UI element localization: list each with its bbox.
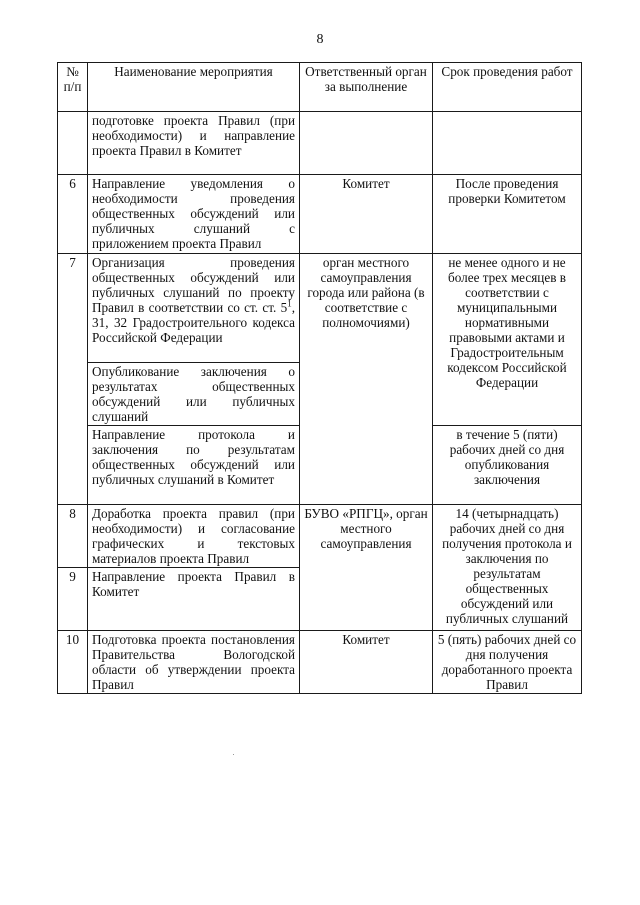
row-name: Направление протокола и заключения по результатам общественных обсуждений или публичных слушаний в Комитет (88, 426, 300, 505)
row-num: 10 (58, 631, 88, 694)
row-name: Направление проекта Правил в Комитет (88, 568, 300, 631)
header-term: Срок проведения работ (433, 63, 582, 112)
row-name-part: Организация проведения общественных обсуждений или публичных слушаний по проекту Правил в соответствии со ст. ст. 5 (92, 255, 295, 315)
events-table (57, 62, 582, 694)
table-header-row (58, 63, 582, 112)
row-num: 8 (58, 505, 88, 568)
row-responsible: БУВО «РПГЦ», орган местного самоуправления (300, 505, 433, 631)
row-name: подготовке проекта Правил (при необходимости) и направление проекта Правил в Комитет (88, 112, 300, 175)
row-term (433, 112, 582, 175)
row-term: 5 (пять) рабочих дней со дня получения доработанного проекта Правил (433, 631, 582, 694)
row-responsible: Комитет (300, 175, 433, 254)
page-number: 8 (316, 32, 324, 47)
row-name: Направление уведомления о необходимости проведения общественных обсуждений или публичных слушаний с приложением проекта Правил (88, 175, 300, 254)
row-term: не менее одного и не более трех месяцев в соответствии с муниципальными нормативными правовыми актами и Градостроительным кодексом Российской Федерации (433, 254, 582, 426)
table-row (58, 505, 582, 568)
row-responsible (300, 112, 433, 175)
row-term: После проведения проверки Комитетом (433, 175, 582, 254)
table-row (58, 254, 582, 363)
header-name: Наименование мероприятия (88, 63, 300, 112)
row-name (88, 254, 300, 363)
table-row (58, 631, 582, 694)
row-name: Доработка проекта правил (при необходимости) и согласование графических и текстовых материалов проекта Правил (88, 505, 300, 568)
header-responsible: Ответственный орган за выполнение (300, 63, 433, 112)
row-name-part: , 31, 32 Градостроительного кодекса Российской Федерации (92, 300, 295, 345)
row-num: 9 (58, 568, 88, 631)
row-term: 14 (четырнадцать) рабочих дней со дня получения протокола и заключения по результатам общественных обсуждений или публичных слушаний (433, 505, 582, 631)
table-row (58, 175, 582, 254)
row-num (58, 112, 88, 175)
row-num: 7 (58, 254, 88, 505)
header-num: № п/п (58, 63, 88, 112)
row-num: 6 (58, 175, 88, 254)
row-responsible: орган местного самоуправления города или района (в соответствие с полномочиями) (300, 254, 433, 505)
table-row (58, 112, 582, 175)
scan-speck (233, 754, 234, 755)
row-name: Подготовка проекта постановления Правительства Вологодской области об утверждении проекта Правил (88, 631, 300, 694)
row-term: в течение 5 (пяти) рабочих дней со дня опубликования заключения (433, 426, 582, 505)
row-name-superscript: 1 (287, 298, 292, 309)
row-name: Опубликование заключения о результатах общественных обсуждений или публичных слушаний (88, 363, 300, 426)
row-responsible: Комитет (300, 631, 433, 694)
